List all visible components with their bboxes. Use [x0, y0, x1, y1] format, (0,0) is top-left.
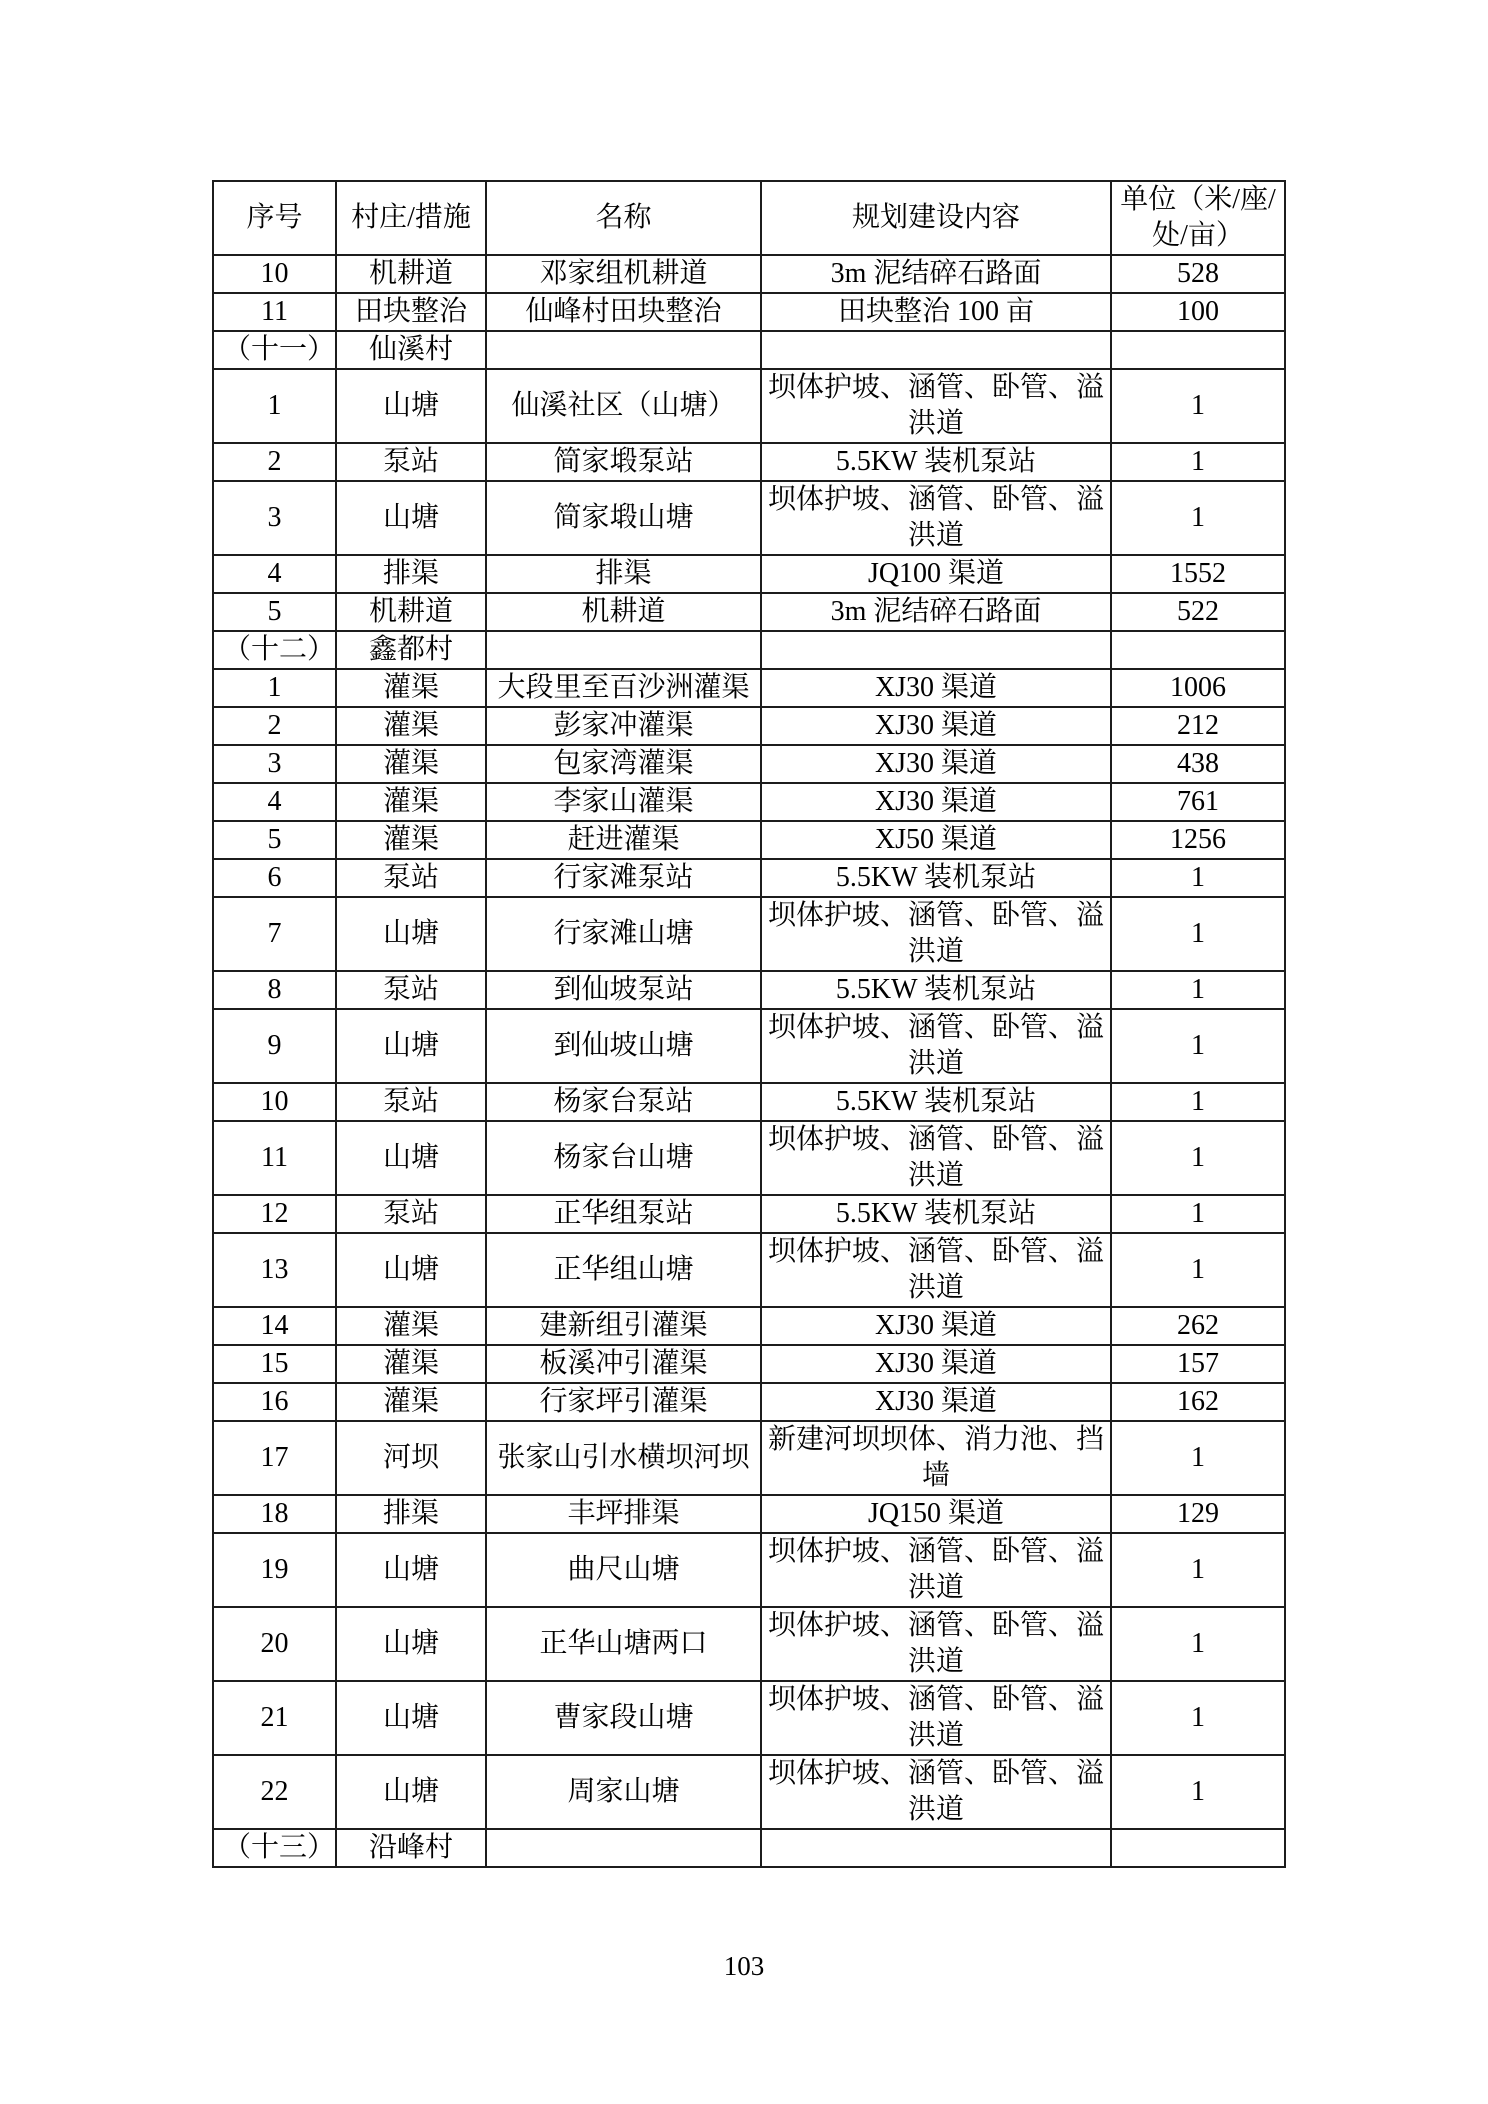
cell-measure: 仙溪村 [336, 331, 486, 369]
table-row [213, 1307, 1285, 1345]
cell-measure: 山塘 [336, 1233, 486, 1307]
cell-measure: 机耕道 [336, 593, 486, 631]
cell-name: 李家山灌渠 [486, 783, 761, 821]
cell-unit: 1 [1111, 1195, 1285, 1233]
column-header-measure: 村庄/措施 [336, 181, 486, 255]
cell-measure: 灌渠 [336, 783, 486, 821]
cell-unit: 1 [1111, 971, 1285, 1009]
cell-name: 到仙坡山塘 [486, 1009, 761, 1083]
cell-serial: 15 [213, 1345, 336, 1383]
cell-unit: 1006 [1111, 669, 1285, 707]
cell-name [486, 331, 761, 369]
page-number: 103 [723, 1951, 765, 1981]
cell-unit: 1 [1111, 369, 1285, 443]
table-row [213, 1383, 1285, 1421]
table-row [213, 1083, 1285, 1121]
cell-serial: 18 [213, 1495, 336, 1533]
cell-serial: 3 [213, 481, 336, 555]
table-row [213, 443, 1285, 481]
cell-content: 坝体护坡、涵管、卧管、溢洪道 [761, 1121, 1111, 1195]
cell-content: 田块整治 100 亩 [761, 293, 1111, 331]
cell-name: 大段里至百沙洲灌渠 [486, 669, 761, 707]
cell-name: 建新组引灌渠 [486, 1307, 761, 1345]
cell-name: 赶进灌渠 [486, 821, 761, 859]
cell-unit: 1 [1111, 1009, 1285, 1083]
cell-content: XJ30 渠道 [761, 783, 1111, 821]
cell-content: XJ30 渠道 [761, 745, 1111, 783]
cell-unit: 1 [1111, 859, 1285, 897]
column-header-unit: 单位（米/座/处/亩） [1111, 181, 1285, 255]
cell-measure: 灌渠 [336, 1383, 486, 1421]
cell-unit: 438 [1111, 745, 1285, 783]
cell-measure: 山塘 [336, 1681, 486, 1755]
cell-measure: 泵站 [336, 859, 486, 897]
cell-content: 新建河坝坝体、消力池、挡墙 [761, 1421, 1111, 1495]
cell-unit: 1 [1111, 1121, 1285, 1195]
cell-measure: 灌渠 [336, 669, 486, 707]
cell-serial: （十一） [213, 331, 336, 369]
cell-name: 简家塅山塘 [486, 481, 761, 555]
cell-serial: 14 [213, 1307, 336, 1345]
table-row [213, 1421, 1285, 1495]
table-row [213, 971, 1285, 1009]
cell-measure: 泵站 [336, 971, 486, 1009]
cell-unit: 1 [1111, 481, 1285, 555]
cell-measure: 灌渠 [336, 821, 486, 859]
cell-name: 杨家台山塘 [486, 1121, 761, 1195]
cell-content: 5.5KW 装机泵站 [761, 1195, 1111, 1233]
cell-serial: 10 [213, 1083, 336, 1121]
cell-serial: 1 [213, 369, 336, 443]
cell-serial: （十二） [213, 631, 336, 669]
cell-content [761, 631, 1111, 669]
table-row [213, 1345, 1285, 1383]
cell-measure: 泵站 [336, 1083, 486, 1121]
cell-unit: 1 [1111, 443, 1285, 481]
cell-name: 仙峰村田块整治 [486, 293, 761, 331]
table-row [213, 331, 1285, 369]
cell-measure: 山塘 [336, 1607, 486, 1681]
cell-serial: 10 [213, 255, 336, 293]
cell-measure: 灌渠 [336, 745, 486, 783]
cell-measure: 泵站 [336, 1195, 486, 1233]
cell-name: 板溪冲引灌渠 [486, 1345, 761, 1383]
cell-unit: 1 [1111, 1533, 1285, 1607]
cell-measure: 山塘 [336, 369, 486, 443]
cell-content: JQ150 渠道 [761, 1495, 1111, 1533]
cell-measure: 灌渠 [336, 1307, 486, 1345]
cell-content: XJ30 渠道 [761, 707, 1111, 745]
cell-name: 正华组泵站 [486, 1195, 761, 1233]
cell-name: 机耕道 [486, 593, 761, 631]
cell-name: 行家坪引灌渠 [486, 1383, 761, 1421]
table-row [213, 1009, 1285, 1083]
cell-unit: 129 [1111, 1495, 1285, 1533]
cell-serial: 12 [213, 1195, 336, 1233]
cell-content: 5.5KW 装机泵站 [761, 859, 1111, 897]
table-row [213, 555, 1285, 593]
cell-unit: 1 [1111, 1681, 1285, 1755]
cell-serial: 19 [213, 1533, 336, 1607]
cell-name: 丰坪排渠 [486, 1495, 761, 1533]
cell-measure: 排渠 [336, 1495, 486, 1533]
cell-serial: 8 [213, 971, 336, 1009]
table-row [213, 707, 1285, 745]
cell-name: 行家滩泵站 [486, 859, 761, 897]
cell-serial: 5 [213, 821, 336, 859]
table-row [213, 1681, 1285, 1755]
table-row [213, 631, 1285, 669]
cell-unit [1111, 331, 1285, 369]
cell-measure: 泵站 [336, 443, 486, 481]
cell-name: 仙溪社区（山塘） [486, 369, 761, 443]
cell-serial: 11 [213, 293, 336, 331]
cell-measure: 山塘 [336, 481, 486, 555]
cell-content: XJ30 渠道 [761, 1383, 1111, 1421]
cell-serial: 4 [213, 555, 336, 593]
table-row [213, 1195, 1285, 1233]
table-row [213, 1495, 1285, 1533]
cell-serial: 3 [213, 745, 336, 783]
cell-serial: 2 [213, 707, 336, 745]
cell-unit: 761 [1111, 783, 1285, 821]
cell-name [486, 631, 761, 669]
cell-serial: 13 [213, 1233, 336, 1307]
table-row [213, 369, 1285, 443]
cell-unit [1111, 631, 1285, 669]
cell-serial: 16 [213, 1383, 336, 1421]
cell-unit: 1 [1111, 1233, 1285, 1307]
table-row [213, 1121, 1285, 1195]
cell-serial: （十三） [213, 1829, 336, 1867]
cell-content: 坝体护坡、涵管、卧管、溢洪道 [761, 1755, 1111, 1829]
table-row [213, 255, 1285, 293]
table-body [213, 255, 1285, 1867]
table-row [213, 897, 1285, 971]
table-row [213, 783, 1285, 821]
table-row [213, 593, 1285, 631]
table-row [213, 1755, 1285, 1829]
cell-unit: 162 [1111, 1383, 1285, 1421]
infrastructure-plan-table [212, 180, 1286, 1868]
cell-name: 彭家冲灌渠 [486, 707, 761, 745]
cell-name: 到仙坡泵站 [486, 971, 761, 1009]
cell-measure: 灌渠 [336, 707, 486, 745]
header-row [213, 181, 1285, 255]
cell-measure: 山塘 [336, 1533, 486, 1607]
cell-measure: 河坝 [336, 1421, 486, 1495]
cell-content: XJ30 渠道 [761, 669, 1111, 707]
cell-content: 坝体护坡、涵管、卧管、溢洪道 [761, 1681, 1111, 1755]
cell-serial: 21 [213, 1681, 336, 1755]
cell-name: 简家塅泵站 [486, 443, 761, 481]
cell-name: 曹家段山塘 [486, 1681, 761, 1755]
table-row [213, 821, 1285, 859]
cell-content: 3m 泥结碎石路面 [761, 593, 1111, 631]
cell-unit: 262 [1111, 1307, 1285, 1345]
cell-unit: 1 [1111, 1755, 1285, 1829]
cell-content [761, 331, 1111, 369]
cell-serial: 5 [213, 593, 336, 631]
cell-measure: 排渠 [336, 555, 486, 593]
cell-unit: 522 [1111, 593, 1285, 631]
cell-name [486, 1829, 761, 1867]
cell-content: 5.5KW 装机泵站 [761, 1083, 1111, 1121]
cell-serial: 1 [213, 669, 336, 707]
table-row [213, 1829, 1285, 1867]
cell-serial: 22 [213, 1755, 336, 1829]
cell-serial: 11 [213, 1121, 336, 1195]
cell-unit: 100 [1111, 293, 1285, 331]
cell-serial: 20 [213, 1607, 336, 1681]
cell-measure: 鑫都村 [336, 631, 486, 669]
table-row [213, 745, 1285, 783]
cell-content: 坝体护坡、涵管、卧管、溢洪道 [761, 1009, 1111, 1083]
cell-content: XJ50 渠道 [761, 821, 1111, 859]
cell-unit [1111, 1829, 1285, 1867]
cell-name: 曲尺山塘 [486, 1533, 761, 1607]
cell-measure: 灌渠 [336, 1345, 486, 1383]
cell-serial: 17 [213, 1421, 336, 1495]
table-row [213, 1533, 1285, 1607]
cell-content: 5.5KW 装机泵站 [761, 971, 1111, 1009]
cell-unit: 1256 [1111, 821, 1285, 859]
cell-unit: 1 [1111, 1083, 1285, 1121]
cell-name: 正华组山塘 [486, 1233, 761, 1307]
cell-content: 坝体护坡、涵管、卧管、溢洪道 [761, 1233, 1111, 1307]
cell-name: 包家湾灌渠 [486, 745, 761, 783]
cell-content: 坝体护坡、涵管、卧管、溢洪道 [761, 1607, 1111, 1681]
cell-measure: 山塘 [336, 1009, 486, 1083]
cell-name: 行家滩山塘 [486, 897, 761, 971]
cell-content: JQ100 渠道 [761, 555, 1111, 593]
cell-content: 3m 泥结碎石路面 [761, 255, 1111, 293]
cell-serial: 2 [213, 443, 336, 481]
table-row [213, 669, 1285, 707]
cell-serial: 9 [213, 1009, 336, 1083]
table-row [213, 1233, 1285, 1307]
cell-unit: 1 [1111, 1607, 1285, 1681]
cell-measure: 山塘 [336, 1121, 486, 1195]
table-header [213, 181, 1285, 255]
column-header-content: 规划建设内容 [761, 181, 1111, 255]
table-row [213, 859, 1285, 897]
cell-content: 坝体护坡、涵管、卧管、溢洪道 [761, 481, 1111, 555]
cell-name: 张家山引水横坝河坝 [486, 1421, 761, 1495]
cell-name: 邓家组机耕道 [486, 255, 761, 293]
cell-content: XJ30 渠道 [761, 1307, 1111, 1345]
cell-content: 坝体护坡、涵管、卧管、溢洪道 [761, 369, 1111, 443]
cell-unit: 1 [1111, 1421, 1285, 1495]
cell-content: 坝体护坡、涵管、卧管、溢洪道 [761, 897, 1111, 971]
cell-content: XJ30 渠道 [761, 1345, 1111, 1383]
cell-measure: 沿峰村 [336, 1829, 486, 1867]
cell-content: 坝体护坡、涵管、卧管、溢洪道 [761, 1533, 1111, 1607]
cell-name: 周家山塘 [486, 1755, 761, 1829]
cell-unit: 528 [1111, 255, 1285, 293]
cell-measure: 田块整治 [336, 293, 486, 331]
cell-name: 排渠 [486, 555, 761, 593]
cell-measure: 山塘 [336, 1755, 486, 1829]
cell-serial: 7 [213, 897, 336, 971]
cell-serial: 6 [213, 859, 336, 897]
cell-name: 杨家台泵站 [486, 1083, 761, 1121]
cell-unit: 1552 [1111, 555, 1285, 593]
table-row [213, 1607, 1285, 1681]
table-row [213, 293, 1285, 331]
cell-serial: 4 [213, 783, 336, 821]
column-header-name: 名称 [486, 181, 761, 255]
cell-content [761, 1829, 1111, 1867]
cell-unit: 157 [1111, 1345, 1285, 1383]
cell-unit: 1 [1111, 897, 1285, 971]
cell-unit: 212 [1111, 707, 1285, 745]
cell-measure: 机耕道 [336, 255, 486, 293]
cell-content: 5.5KW 装机泵站 [761, 443, 1111, 481]
column-header-serial: 序号 [213, 181, 336, 255]
table-row [213, 481, 1285, 555]
cell-measure: 山塘 [336, 897, 486, 971]
cell-name: 正华山塘两口 [486, 1607, 761, 1681]
